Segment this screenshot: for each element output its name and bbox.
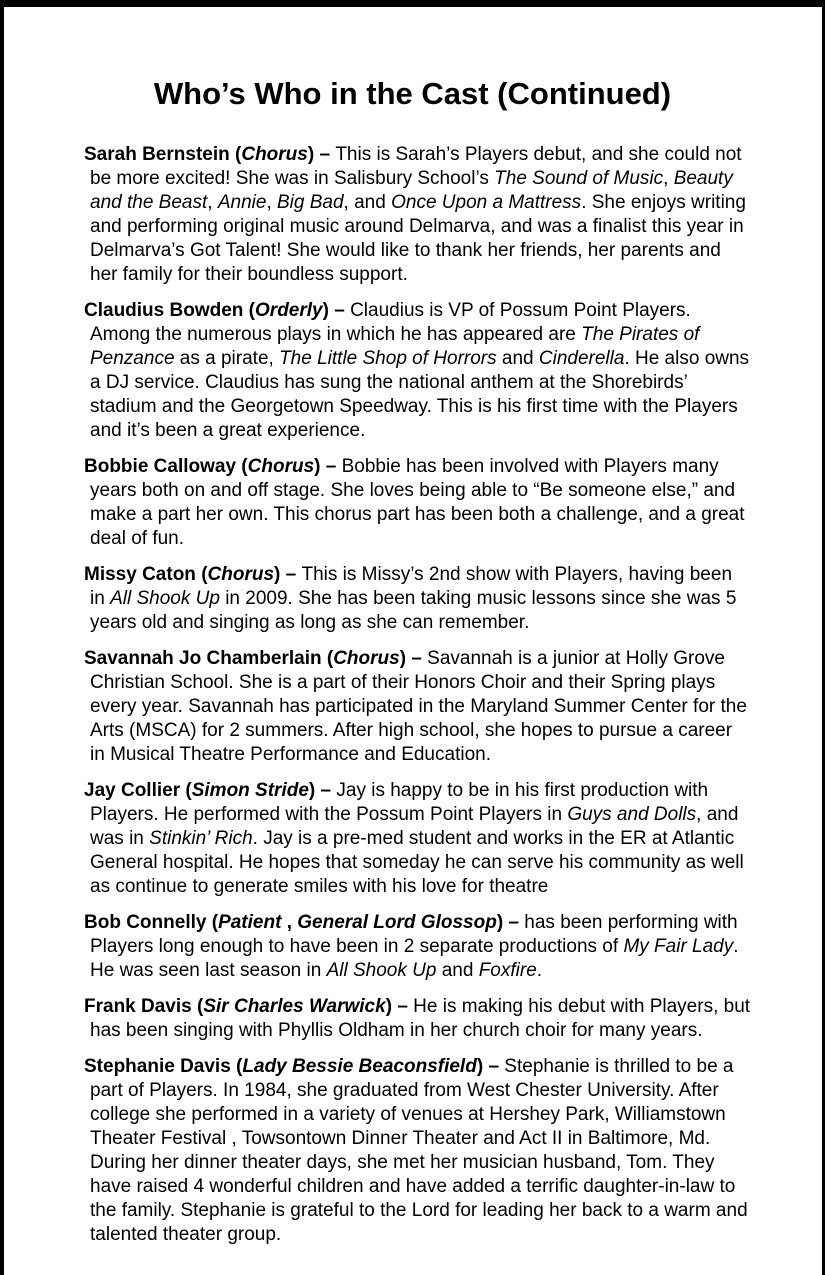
- punctuation: (: [230, 1056, 243, 1077]
- bio-text: , and: [343, 192, 392, 213]
- bio-text: . Jay is a pre-med student and works in the ER at Atlantic General hospital. He hopes that someday he can serve his community as well as continue to generate smiles with his love for theatre: [90, 828, 744, 897]
- dash-separator: –: [319, 144, 336, 165]
- show-title: Foxfire: [478, 960, 537, 981]
- dash-separator: –: [508, 912, 525, 933]
- show-title: All Shook Up: [110, 588, 220, 609]
- bio-text: This is Missy’s 2nd show with Players, having been in: [90, 564, 733, 609]
- show-title: Once Upon a Mattress: [391, 192, 582, 213]
- cast-member-name: Jay Collier: [84, 780, 181, 801]
- show-title: The Little Shop of Horrors: [279, 348, 497, 369]
- bio-text: .: [536, 960, 543, 981]
- cast-entry-7: [84, 911, 752, 983]
- cast-entry-1: [84, 143, 752, 287]
- dash-separator: –: [411, 648, 428, 669]
- bio-text: as a pirate,: [174, 348, 280, 369]
- punctuation: ): [274, 564, 286, 585]
- cast-member-name: Savannah Jo Chamberlain: [84, 648, 322, 669]
- cast-list: [84, 143, 752, 1247]
- punctuation: ): [496, 912, 509, 933]
- cast-role: Chorus: [241, 144, 308, 165]
- show-title: Stinkin’ Rich: [149, 828, 253, 849]
- dash-separator: –: [397, 996, 414, 1017]
- cast-entry-8: [84, 995, 752, 1043]
- punctuation: ): [307, 144, 320, 165]
- dash-separator: –: [320, 780, 337, 801]
- show-title: Annie: [217, 192, 267, 213]
- bio-text: Bobbie has been involved with Players many years both on and off stage. She loves being able to “Be someone else,” and make a part her own. This chorus part has been both a challenge, and a great deal of fun.: [90, 456, 745, 549]
- cast-role: Chorus: [333, 648, 400, 669]
- bio-text: and: [436, 960, 479, 981]
- punctuation: (: [180, 780, 192, 801]
- show-title: Beauty and the Beast: [90, 168, 733, 213]
- page-title: Who’s Who in the Cast (Continued): [153, 76, 672, 111]
- punctuation: ): [385, 996, 398, 1017]
- punctuation: (: [191, 996, 204, 1017]
- cast-role: Simon Stride: [191, 780, 309, 801]
- show-title: My Fair Lady: [623, 936, 734, 957]
- bio-text: . He also owns a DJ service. Claudius has sung the national anthem at the Shorebirds’ stadium and the Georgetown Speedway. This is his first time with the Players and it’s been a great experience.: [90, 348, 750, 441]
- show-title: All Shook Up: [326, 960, 437, 981]
- punctuation: (: [236, 456, 248, 477]
- cast-role: Lady Bessie Beaconsfield: [242, 1056, 477, 1077]
- punctuation: ): [476, 1056, 489, 1077]
- cast-member-name: Bob Connelly: [84, 912, 207, 933]
- bio-text: . He was seen last season in: [90, 936, 739, 981]
- cast-member-name: Frank Davis: [84, 996, 192, 1017]
- cast-role: Orderly: [255, 300, 323, 321]
- cast-entry-6: [84, 779, 752, 899]
- cast-entry-9: [84, 1055, 752, 1247]
- bio-text: ,: [266, 192, 277, 213]
- punctuation: ): [308, 780, 321, 801]
- bio-text: Stephanie is thrilled to be a part of Players. In 1984, she graduated from West Chester University. After college she performed in a variety of venues at Hershey Park, Williamstown Theater Festival , Towsontown Dinner Theater and Act II in Baltimore, Md. During her dinner theater days, she met her musician husband, Tom. They have raised 4 wonderful children and have added a terrific daughter-in-law to the family. Stephanie is grateful to the Lord for leading her back to a warm and talented theater group.: [90, 1056, 748, 1245]
- bio-text: ,: [207, 192, 218, 213]
- bio-text: and: [496, 348, 539, 369]
- cast-member-name: Claudius Bowden: [84, 300, 244, 321]
- dash-separator: –: [334, 300, 351, 321]
- bio-text: Jay is happy to be in his first production with Players. He performed with the Possum Point Players in: [90, 780, 709, 825]
- bio-text: Claudius is VP of Possum Point Players. Among the numerous plays in which he has appeared are: [90, 300, 691, 345]
- dash-separator: –: [325, 456, 342, 477]
- cast-entry-5: [84, 647, 752, 767]
- dash-separator: –: [285, 564, 302, 585]
- bio-text: This is Sarah’s Players debut, and she could not be more excited! She was in Salisbury School’s: [90, 144, 742, 189]
- punctuation: ): [399, 648, 412, 669]
- cast-entry-3: [84, 455, 752, 551]
- punctuation: ): [322, 300, 335, 321]
- bio-text: Savannah is a junior at Holly Grove Christian School. She is a part of their Honors Choir and their Spring plays every year. Savannah has participated in the Maryland Summer Center for the Arts (MSCA) for 2 summers. After high school, she hopes to pursue a career in Musical Theatre Performance and Education.: [90, 648, 747, 765]
- bio-text: has been performing with Players long enough to have been in 2 separate productions of: [90, 912, 738, 957]
- bio-text: , and was in: [90, 804, 739, 849]
- cast-member-name: Sarah Bernstein: [84, 144, 230, 165]
- bio-text: ,: [663, 168, 674, 189]
- cast-role: ,: [281, 912, 298, 933]
- cast-member-name: Bobbie Calloway: [84, 456, 237, 477]
- punctuation: (: [229, 144, 242, 165]
- show-title: The Pirates of Penzance: [90, 324, 700, 369]
- bio-text: in 2009. She has been taking music lessons since she was 5 years old and singing as long as she can remember.: [90, 588, 737, 633]
- cast-role: Patient: [218, 912, 282, 933]
- cast-role: General Lord Glossop: [297, 912, 497, 933]
- cast-role: Chorus: [207, 564, 275, 585]
- cast-entry-4: [84, 563, 752, 635]
- show-title: Cinderella: [538, 348, 625, 369]
- show-title: Guys and Dolls: [567, 804, 697, 825]
- cast-member-name: Stephanie Davis: [84, 1056, 231, 1077]
- cast-role: Chorus: [247, 456, 315, 477]
- punctuation: ): [314, 456, 326, 477]
- show-title: The Sound of Music: [494, 168, 664, 189]
- dash-separator: –: [488, 1056, 505, 1077]
- cast-role: Sir Charles Warwick: [203, 996, 386, 1017]
- punctuation: (: [243, 300, 256, 321]
- cast-member-name: Missy Caton: [84, 564, 196, 585]
- show-title: Big Bad: [277, 192, 344, 213]
- cast-entry-2: [84, 299, 752, 443]
- bio-text: He is making his debut with Players, but has been singing with Phyllis Oldham in her church choir for many years.: [90, 996, 751, 1041]
- punctuation: (: [195, 564, 208, 585]
- bio-text: . She enjoys writing and performing original music around Delmarva, and was a finalist this year in Delmarva’s Got Talent! She would like to thank her friends, her parents and her family for their boundless support.: [90, 192, 746, 285]
- punctuation: (: [321, 648, 334, 669]
- punctuation: (: [206, 912, 219, 933]
